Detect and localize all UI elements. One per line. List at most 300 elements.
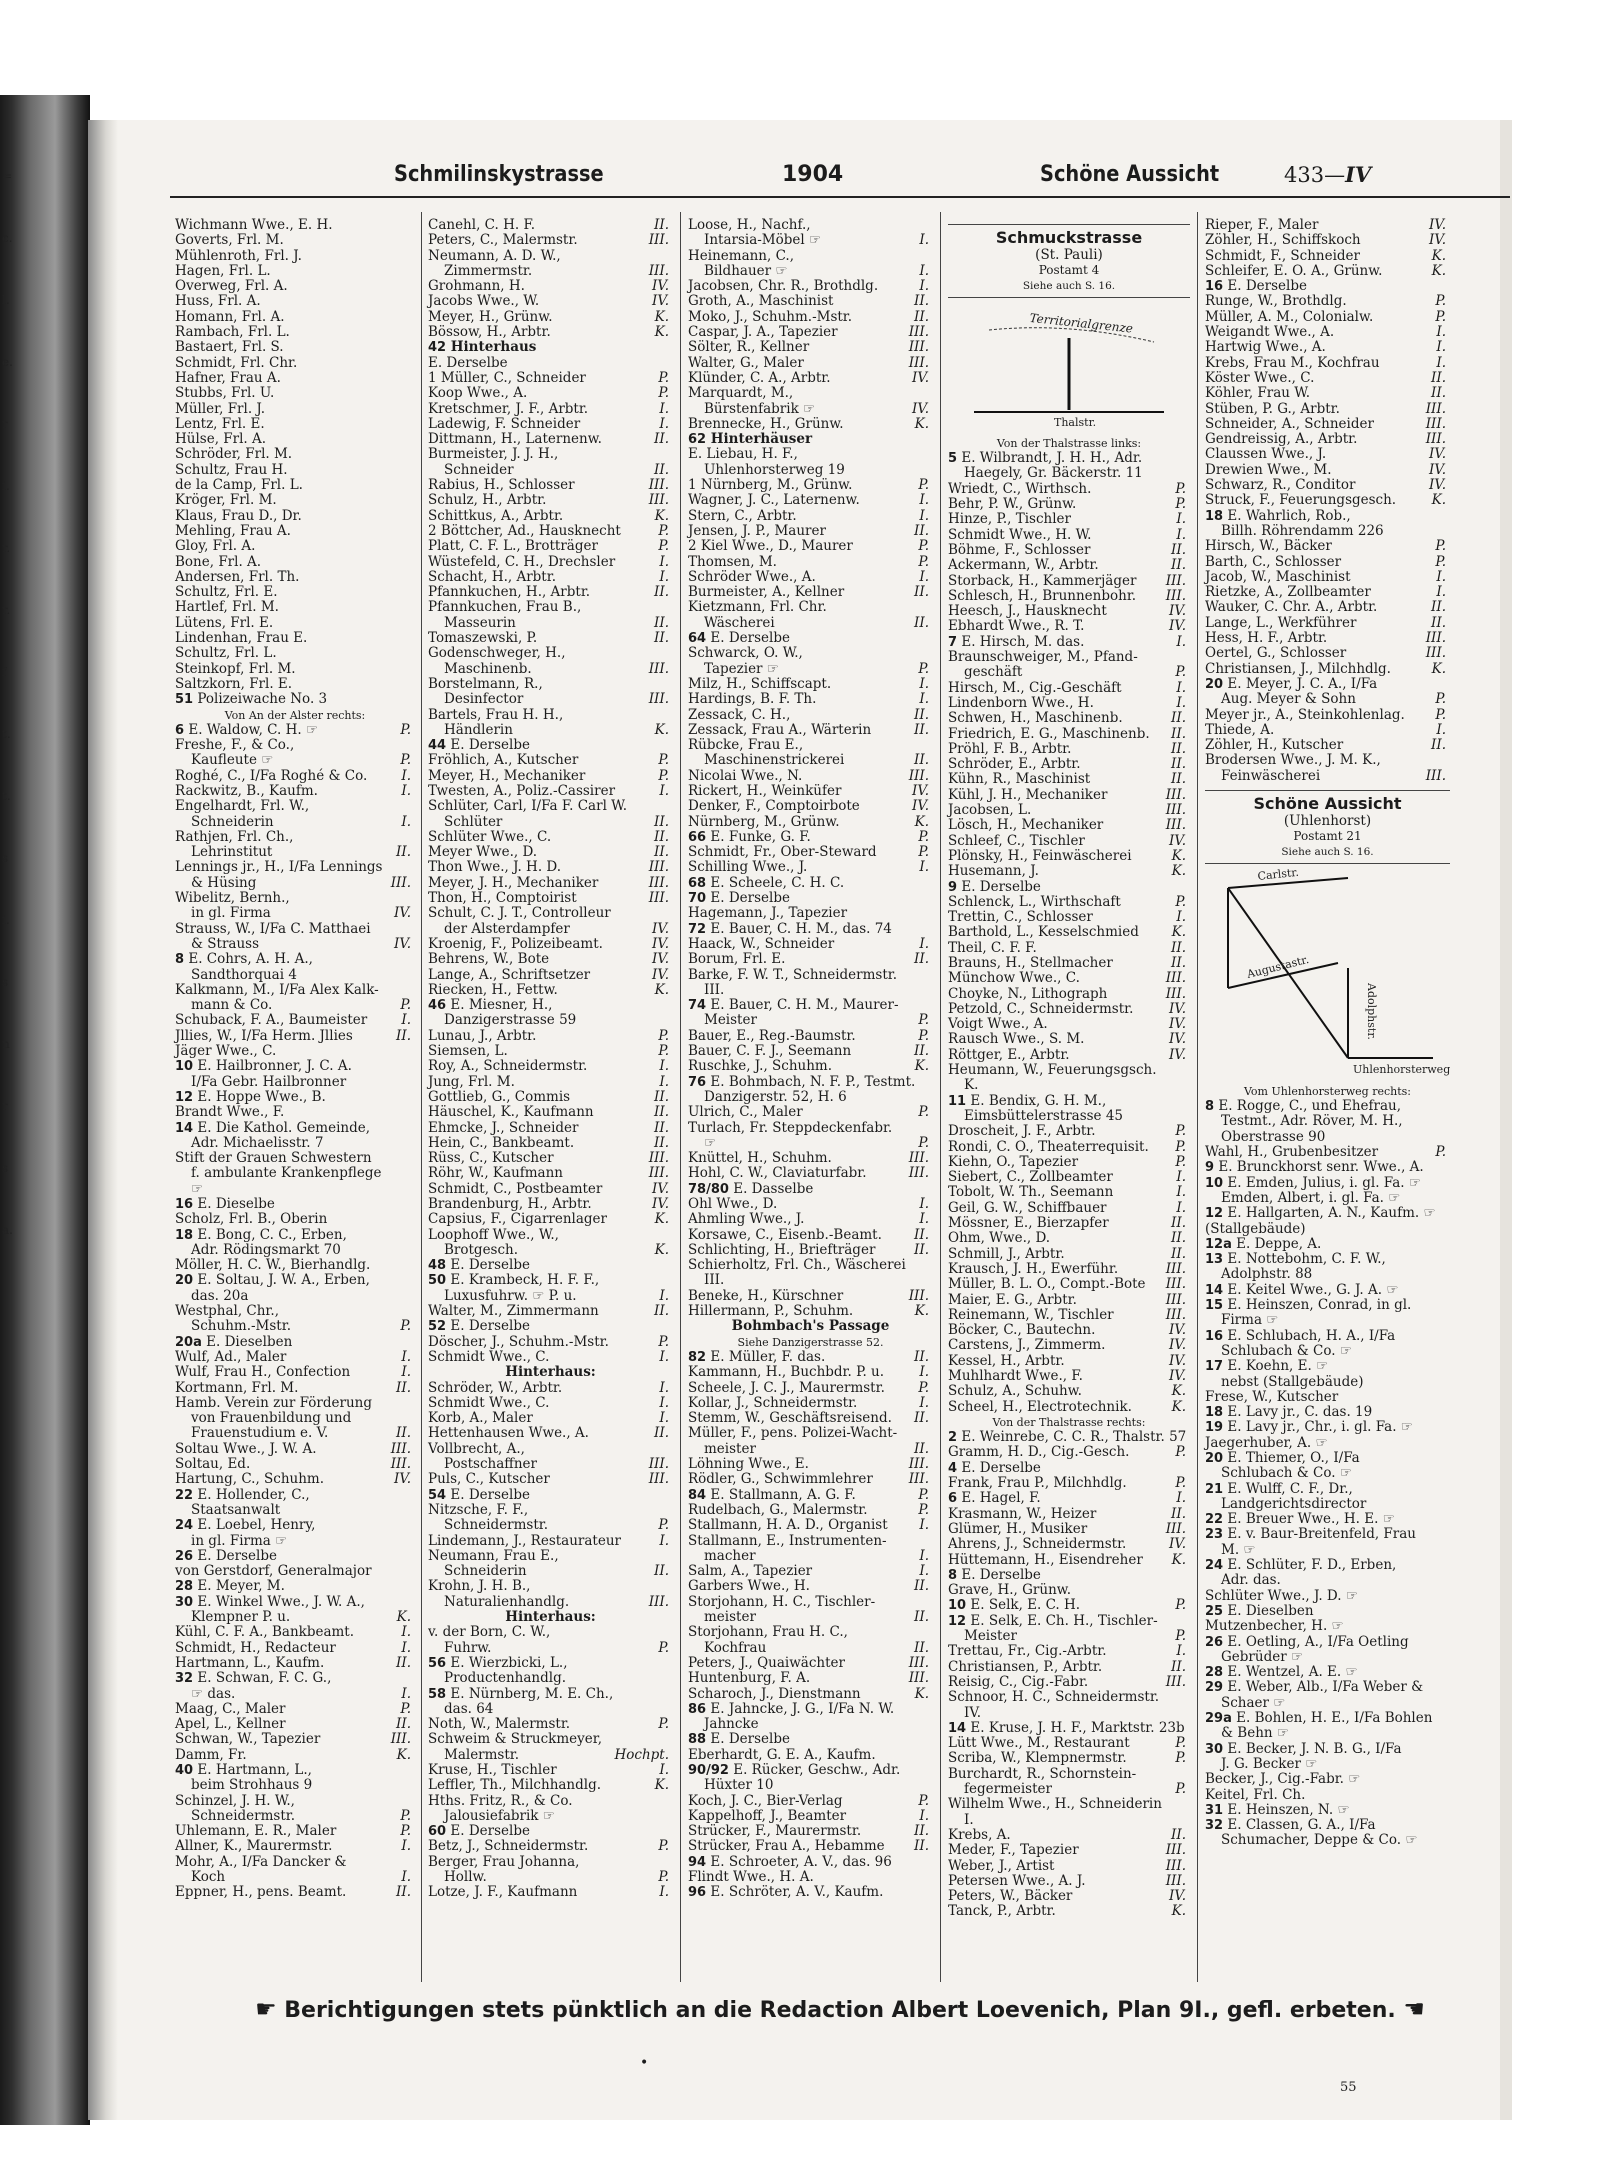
house-number: 14 [948,1720,967,1736]
entry-text: E. Classen, G. A., I/Fa [1227,1817,1376,1834]
entry-text: Caspar, J. A., Tapezier [688,324,838,341]
entry-text: Schmill, J., Arbtr. [948,1245,1065,1262]
floor-marker: I. [659,1073,669,1090]
directory-entry [1205,218,1450,233]
directory-entry [688,1518,933,1533]
entry-text: v. der Born, C. W., [428,1624,551,1641]
entry-text: Koch, J. C., Bier-Verlag [688,1792,843,1809]
directory-entry [428,1411,673,1426]
directory-entry [948,1889,1190,1904]
directory-entry [175,1855,415,1870]
directory-entry [428,1273,673,1288]
facing-page-fragment: l. [2,293,10,307]
floor-marker: II. [1171,1505,1186,1522]
house-number: 20 [1205,676,1224,692]
entry-text: Hagemann, J., Tapezier [688,905,848,922]
floor-marker: II. [914,522,929,539]
directory-entry [1205,1665,1450,1680]
entry-text: Hettenhausen Wwe., A. [428,1425,589,1442]
directory-entry [948,711,1190,726]
entry-text: Köhler, Frau W. [1205,385,1311,402]
floor-marker: P. [918,1027,929,1044]
entry-text: Schinzel, J. H. W., [175,1792,295,1809]
house-number: 52 [428,1319,447,1335]
directory-entry [175,463,415,478]
entry-text: Scheele, J. C. J., Maurermstr. [688,1379,885,1396]
entry-text: der Alsterdampfer [444,920,570,937]
floor-marker: III. [390,1440,411,1457]
directory-entry [428,371,673,386]
entry-text: Jacob, W., Maschinist [1205,568,1351,585]
entry-text: Schuhm.-Mstr. [191,1318,291,1335]
directory-entry [175,1702,415,1717]
floor-marker: IV. [393,935,411,952]
floor-marker: K. [1431,262,1446,279]
entry-text: E. Emden, Julius, i. gl. Fa. ☞ [1227,1174,1421,1191]
floor-marker: II. [914,1609,929,1626]
entry-text: Schwarz, R., Conditor [1205,477,1356,494]
directory-entry [688,830,933,845]
entry-text: Engelhardt, Frl. W., [175,798,310,815]
directory-entry [948,1828,1190,1843]
floor-marker: P. [1435,691,1446,708]
directory-entry [428,1595,673,1610]
directory-entry [175,539,415,554]
directory-entry [948,1445,1190,1460]
directory-entry [175,1273,415,1288]
floor-marker: K. [1171,1903,1186,1920]
entry-text: Weigandt Wwe., A. [1205,324,1335,341]
directory-entry [175,815,415,830]
entry-text: Haack, W., Schneider [688,935,835,952]
floor-marker: P. [918,538,929,555]
floor-marker: III. [648,1165,669,1182]
directory-entry [948,1002,1190,1017]
entry-text: E. Weinrebe, C. C. R., Thalstr. 57 [961,1429,1187,1446]
directory-entry [428,1564,673,1579]
directory-entry [1205,264,1450,279]
directory-entry [175,1151,415,1166]
entry-text: geschäft [964,664,1023,681]
entry-text: E. Hallgarten, A. N., Kaufm. ☞ [1227,1205,1436,1222]
directory-entry [948,497,1190,512]
entry-text: IV. [964,1704,982,1721]
directory-entry [175,1671,415,1686]
directory-entry [688,1059,933,1074]
directory-entry [428,478,673,493]
floor-marker: K. [654,1211,669,1228]
directory-entry [428,830,673,845]
floor-marker: P. [918,553,929,570]
floor-marker: II. [654,828,669,845]
directory-entry [175,1839,415,1854]
house-number: 21 [1205,1481,1224,1497]
floor-marker: II. [654,461,669,478]
entry-text: Fröhlich, A., Kutscher [428,752,579,769]
facing-page-fragment: t. [2,727,11,741]
directory-entry [175,1457,415,1472]
entry-text: Heesch, J., Hausknecht [948,603,1107,620]
directory-entry [688,1166,933,1181]
floor-marker: III. [908,1654,929,1671]
floor-marker: P. [1435,293,1446,310]
entry-text: Hirsch, M., Cig.-Geschäft [948,679,1122,696]
floor-marker: II. [654,217,669,233]
house-number: 50 [428,1273,447,1289]
house-number: 20a [175,1334,202,1350]
entry-text: ☞ [191,1180,204,1197]
entry-text: Zessack, C. H., [688,706,791,723]
directory-entry [688,432,933,447]
entry-text: Lütt Wwe., M., Restaurant [948,1735,1130,1752]
entry-text: Stern, C., Arbtr. [688,507,797,524]
entry-text: Lange, L., Werkführer [1205,614,1357,631]
directory-entry [688,937,933,952]
entry-text: E. Derselbe [710,630,790,647]
entry-text: Gebrüder ☞ [1221,1648,1304,1665]
entry-text: E. Derselbe [961,878,1041,895]
entry-text: E. Stallmann, A. G. F. [710,1486,856,1503]
house-number: 96 [688,1885,707,1901]
directory-entry [948,727,1190,742]
directory-entry [688,600,933,615]
entry-text: Händlerin [444,721,513,738]
directory-entry [688,1794,933,1809]
directory-entry [175,218,415,233]
entry-text: Schultz, Frl. L. [175,645,277,662]
floor-marker: K. [396,1609,411,1626]
entry-text: E. Nottebohm, C. F. W., [1227,1251,1386,1268]
directory-entry [175,738,415,753]
directory-entry [688,340,933,355]
directory-entry [688,1625,933,1640]
entry-text: Braunschweiger, M., Pfand- [948,649,1138,666]
house-number: 54 [428,1487,447,1503]
house-number: 13 [1205,1252,1224,1268]
directory-entry [428,432,673,447]
directory-entry [1205,1222,1450,1237]
directory-entry [688,646,933,661]
floor-marker: IV. [651,966,669,983]
directory-entry [1205,539,1450,554]
entry-text: von Gerstdorf, Generalmajor [175,1563,372,1580]
entry-text: Masseurin [444,614,516,631]
entry-text: Hollw. [444,1869,487,1886]
house-number: 62 [688,432,707,448]
entry-text: Schlüter [444,813,503,830]
entry-text: Mössner, E., Bierzapfer [948,1215,1109,1232]
floor-marker: III. [648,660,669,677]
floor-marker: I. [1176,511,1186,528]
floor-marker: IV. [651,293,669,310]
directory-entry [175,340,415,355]
directory-entry [1205,1543,1450,1558]
floor-marker: I. [1436,721,1446,738]
entry-text: Hartwig Wwe., A. [1205,339,1326,356]
house-number: 68 [688,875,707,891]
directory-entry [688,1335,933,1350]
entry-text: Jahncke [704,1716,759,1733]
directory-entry [175,1610,415,1625]
entry-text: Danzigerstr. 52, H. 6 [704,1088,847,1105]
entry-text: Hillermann, P., Schuhm. [688,1303,854,1320]
directory-entry [948,1461,1190,1476]
entry-text: Schneider, A., Schneider [1205,415,1374,432]
directory-entry [1205,463,1450,478]
directory-entry [948,635,1190,650]
entry-text: Muhlhardt Wwe., F. [948,1368,1083,1384]
street-district: (St. Pauli) [1035,247,1103,263]
directory-entry [948,1721,1190,1736]
directory-entry [428,891,673,906]
directory-entry [175,1809,415,1824]
entry-text: beim Strohhaus 9 [191,1777,313,1794]
directory-entry [175,1289,415,1304]
floor-marker: III. [1165,1857,1186,1874]
directory-entry [688,1687,933,1702]
directory-entry [948,1369,1190,1384]
directory-entry [428,1839,673,1854]
floor-marker: II. [914,1043,929,1060]
directory-entry [175,1396,415,1411]
directory-entry [1205,1206,1450,1221]
floor-marker: III. [908,354,929,371]
street-section-header [1205,790,1450,864]
directory-entry [1205,1436,1450,1451]
directory-entry [1205,1390,1450,1405]
floor-marker: I. [401,782,411,799]
directory-entry [1205,646,1450,661]
floor-marker: P. [1435,308,1446,325]
facing-page-fragment: r [2,417,8,431]
map-label-thalstr: Thalstr. [1054,415,1097,429]
floor-marker: II. [914,1440,929,1457]
directory-entry [428,1641,673,1656]
entry-text: J. G. Becker ☞ [1221,1755,1318,1772]
entry-text: Malermstr. [444,1746,520,1763]
entry-text: Lehrinstitut [191,844,273,861]
directory-entry [948,757,1190,772]
floor-marker: II. [1171,756,1186,773]
directory-entry [1205,1114,1450,1129]
entry-text: Emden, Albert, i. gl. Fa. ☞ [1221,1189,1401,1206]
house-number: 82 [688,1349,707,1365]
directory-entry [175,708,415,723]
floor-marker: I. [401,767,411,784]
directory-entry [175,1687,415,1702]
entry-text: E. Derselbe [961,1566,1041,1583]
entry-text: E. Funke, G. F. [710,828,811,845]
directory-entry [1205,1512,1450,1527]
entry-text: Eppner, H., pens. Beamt. [175,1884,347,1901]
directory-entry [688,1610,933,1625]
floor-marker: II. [654,431,669,448]
directory-entry [688,1197,933,1212]
house-number: 15 [1205,1298,1224,1314]
directory-entry [175,1488,415,1503]
entry-text: Schmidt, Fr., Ober-Steward [688,844,877,861]
entry-text: Röttger, E., Arbtr. [948,1046,1070,1063]
entry-text: Burchardt, R., Schornstein- [948,1765,1137,1782]
directory-entry [688,325,933,340]
directory-entry [1205,478,1450,493]
house-number: 6 [948,1491,958,1507]
entry-text: Plönsky, H., Feinwäscherei [948,847,1132,864]
entry-text: Frank, Frau P., Milchhdlg. [948,1475,1127,1492]
directory-entry [428,463,673,478]
entry-text: Jung, Frl. M. [428,1073,515,1090]
house-number: 29a [1205,1711,1232,1727]
directory-entry [175,233,415,248]
entry-text: Lentz, Frl. E. [175,415,265,432]
house-number: 12a [1205,1236,1232,1252]
entry-text: Schlesch, H., Brunnenbohr. [948,587,1137,604]
entry-text: Peters, W., Bäcker [948,1888,1073,1905]
entry-text: E. Lavy jr., C. das. 19 [1227,1404,1373,1421]
house-number: 14 [1205,1282,1224,1298]
directory-entry [1205,708,1450,723]
entry-text: & Hüsing [191,874,257,891]
floor-marker: K. [1171,847,1186,864]
entry-text: Hinterhäuser [710,431,813,448]
entry-text: E. Derselbe [1227,278,1307,295]
directory-entry [948,849,1190,864]
floor-marker: II. [914,1578,929,1595]
floor-marker: I. [401,1624,411,1641]
entry-text: E. Becker, J. N. B. G., I/Fa [1227,1740,1402,1757]
entry-text: Saltzkorn, Frl. E. [175,675,293,692]
entry-text: Polizeiwache No. 3 [197,691,328,708]
entry-text: Freshe, F., & Co., [175,737,295,754]
directory-entry [175,906,415,921]
floor-marker: P. [400,997,411,1014]
floor-marker: I. [919,1807,929,1824]
entry-text: Schacht, H., Arbtr. [428,568,556,585]
floor-marker: I. [659,1532,669,1549]
directory-entry [428,600,673,615]
directory-entry [428,1778,673,1793]
floor-marker: III. [1425,415,1446,432]
entry-text: E. Dieselben [1227,1602,1314,1619]
floor-marker: III. [1165,1306,1186,1323]
entry-text: mann & Co. [191,997,273,1014]
directory-entry [428,1855,673,1870]
entry-text: Claussen Wwe., J. [1205,446,1327,463]
entry-text: Thon Wwe., J. H. D. [428,859,562,876]
floor-marker: II. [1171,954,1186,971]
entry-text: Jacobsen, Chr. R., Brothdlg. [688,278,879,295]
directory-entry [688,1748,933,1763]
floor-marker: II. [396,844,411,861]
entry-text: E. Die Kathol. Gemeinde, [197,1119,371,1136]
entry-text: Husemann, J. [948,863,1039,880]
directory-entry [1205,662,1450,677]
floor-marker: P. [918,828,929,845]
entry-text: Hinterhaus: [505,1364,596,1381]
directory-entry [428,1610,673,1625]
directory-entry [1205,1573,1450,1588]
floor-marker: P. [918,1792,929,1809]
floor-marker: III. [648,1150,669,1167]
map-label-adolphstr: Adolphstr. [1364,982,1378,1040]
entry-text: Goverts, Frl. M. [175,232,284,249]
directory-entry [688,1319,933,1334]
floor-marker: P. [658,369,669,386]
entry-text: Krebs, Frau M., Kochfrau [1205,354,1380,371]
directory-entry [948,696,1190,711]
entry-text: Röhr, W., Kaufmann [428,1165,563,1182]
entry-text: Jacobsen, L. [948,802,1032,819]
directory-entry [948,971,1190,986]
floor-marker: I. [919,675,929,692]
directory-entry [175,646,415,661]
map-label-augustastr: Augustastr. [1245,952,1310,981]
entry-text: Schult, C. J. T., Controlleur [428,905,611,922]
entry-text: E. Derselbe [961,1459,1041,1476]
directory-entry [688,1136,933,1151]
entry-text: Adr. Rödingsmarkt 70 [191,1241,341,1258]
entry-text: I. [964,1811,974,1828]
entry-text: E. Hartmann, L., [197,1761,312,1778]
directory-entry [175,922,415,937]
floor-marker: I. [659,1058,669,1075]
entry-text: Schneider [444,461,514,478]
entry-text: Schaer ☞ [1221,1694,1286,1711]
entry-text: Jalousiefabrik ☞ [444,1807,555,1824]
entry-text: Wagner, J. C., Laternenw. [688,492,860,509]
directory-entry [1205,1420,1450,1435]
floor-marker: I. [401,1639,411,1656]
entry-text: E. Wahrlich, Rob., [1227,507,1351,524]
floor-marker: III. [1425,645,1446,662]
floor-marker: I. [1436,584,1446,601]
directory-entry [175,677,415,692]
directory-entry [688,753,933,768]
entry-text: E. Miesner, H., [450,997,553,1014]
floor-marker: I. [919,1211,929,1228]
entry-text: Münchow Wwe., C. [948,970,1080,987]
directory-entry [175,310,415,325]
entry-text: Tapezier ☞ [704,660,779,677]
entry-text: III. [704,1272,725,1289]
floor-marker: II. [654,844,669,861]
directory-entry [175,1090,415,1105]
directory-entry [428,723,673,738]
map-label-uhlenhorsterweg: Uhlenhorsterweg [1352,1062,1450,1076]
entry-text: Brennecke, H., Grünw. [688,415,844,432]
floor-marker: II. [914,293,929,310]
floor-marker: K. [1431,492,1446,509]
directory-entry [175,432,415,447]
house-number: 44 [428,738,447,754]
house-number: 26 [175,1548,194,1564]
entry-text: Garbers Wwe., H. [688,1578,810,1595]
entry-text: Carstens, J., Zimmerm. [948,1337,1106,1354]
entry-text: Hohl, C. W., Claviaturfabr. [688,1165,867,1182]
entry-text: Schneidermstr. [444,1517,549,1534]
entry-text: Betz, J., Schneidermstr. [428,1838,589,1855]
directory-entry [1205,753,1450,768]
entry-text: Krausch, J. H., Ewerführ. [948,1260,1119,1277]
directory-entry [1205,1757,1450,1772]
directory-entry [688,1809,933,1824]
floor-marker: II. [914,721,929,738]
directory-entry [948,1155,1190,1170]
facing-page-fragment: r. [2,541,11,555]
facing-page-fragment: t. [2,789,11,803]
floor-marker: P. [1435,553,1446,570]
entry-text: Kruse, H., Tischler [428,1761,557,1778]
